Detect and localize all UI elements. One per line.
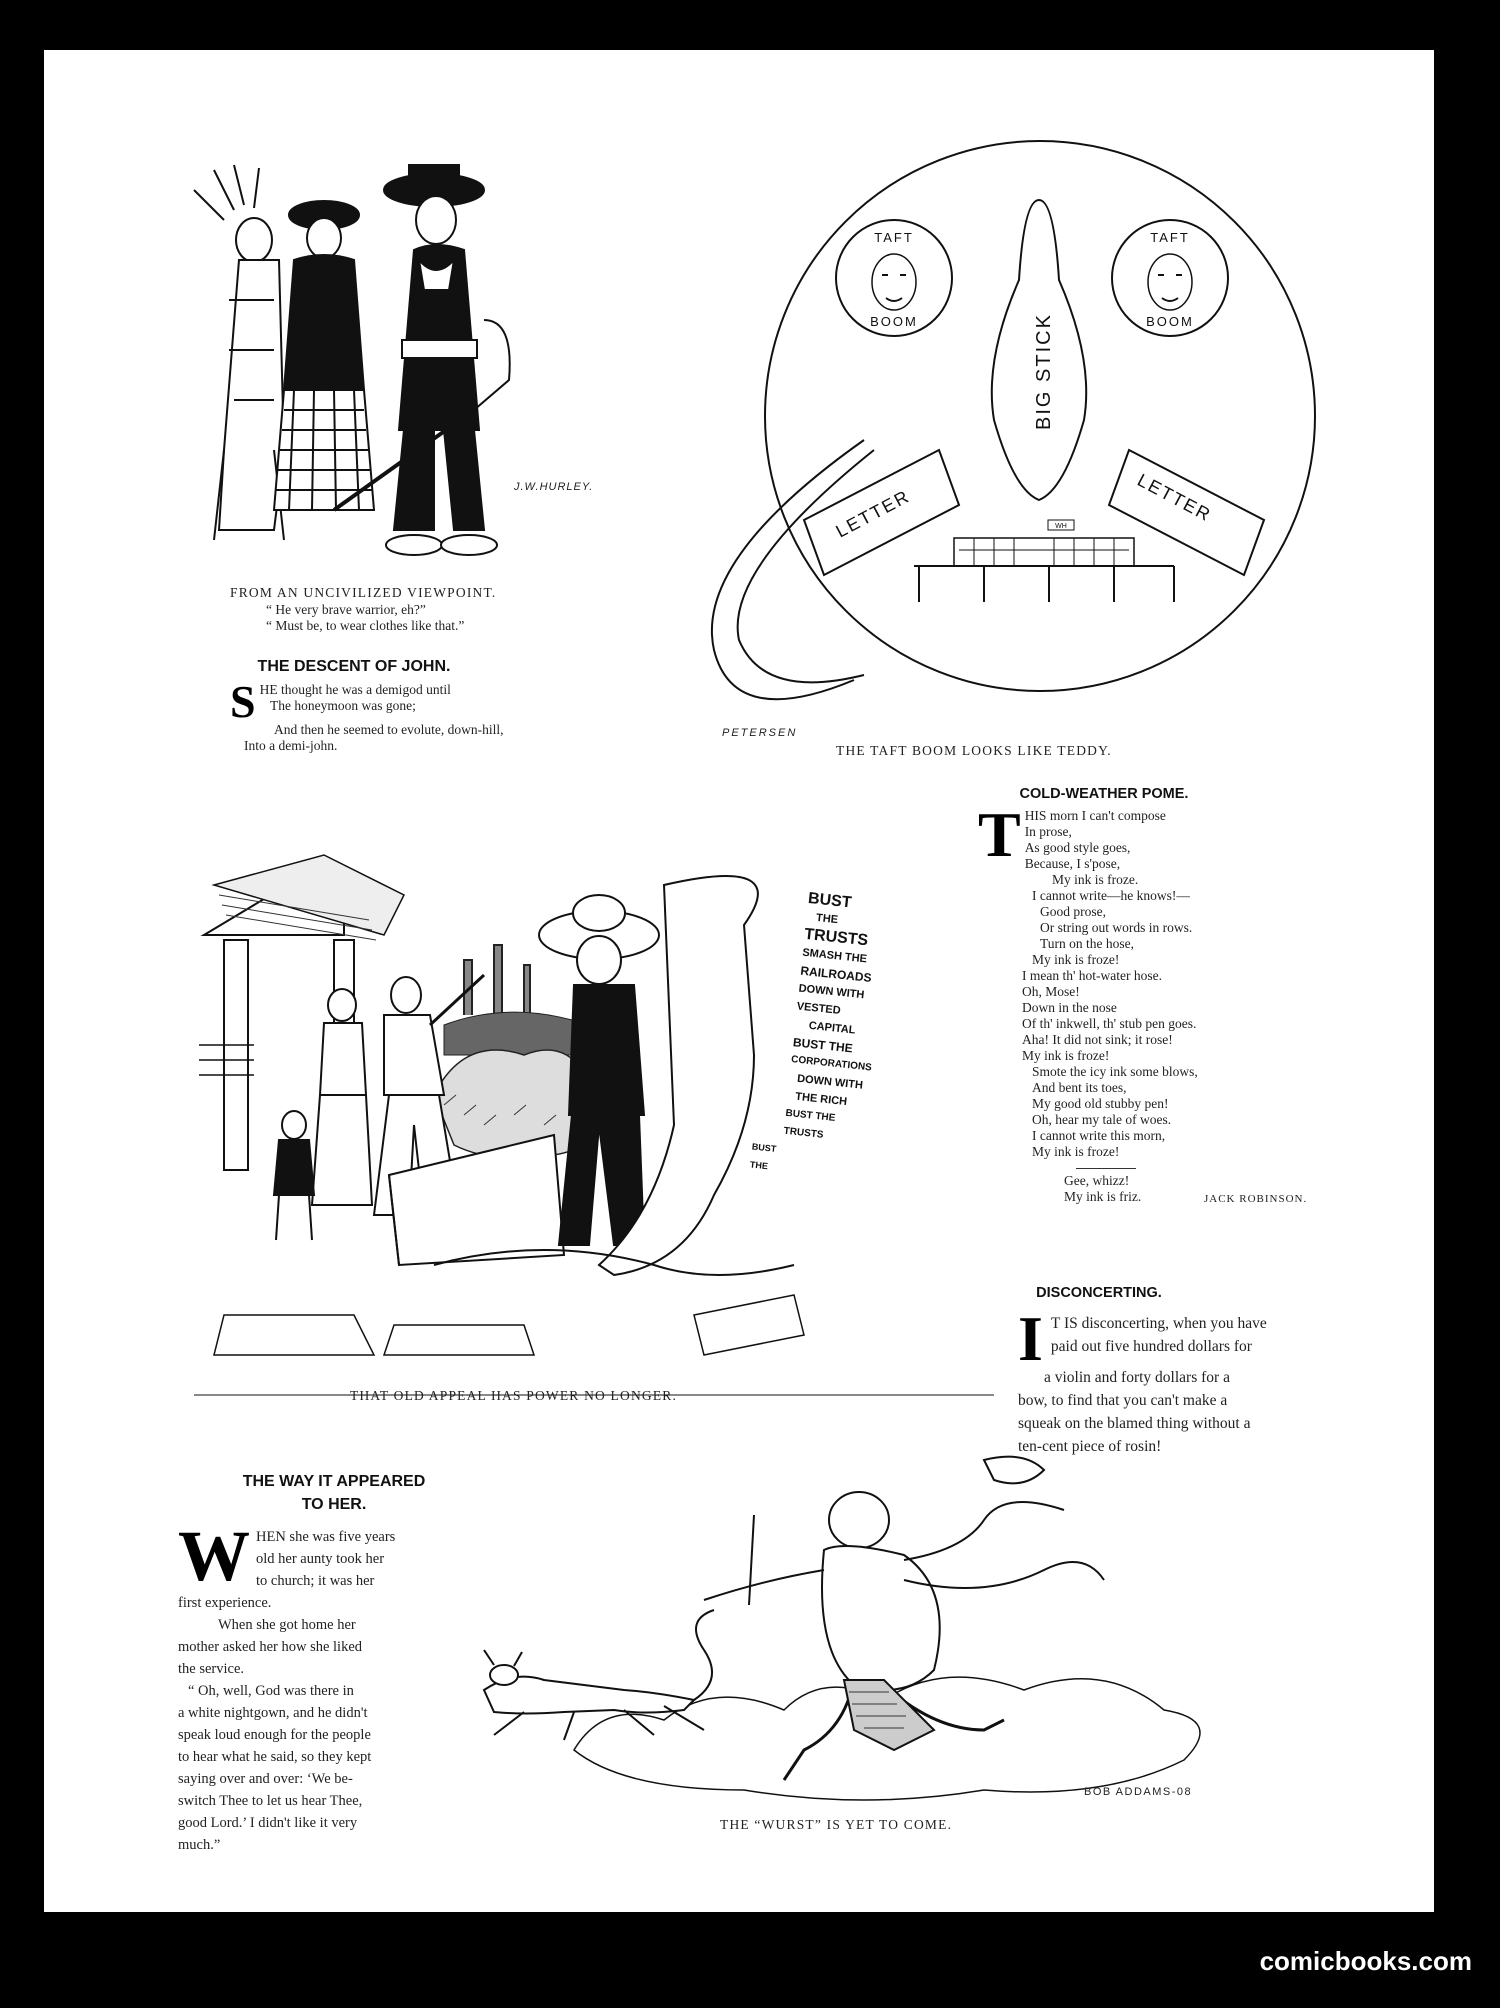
magazine-page bbox=[44, 50, 1434, 1912]
pome-line: Aha! It did not sink; it rose! bbox=[1022, 1032, 1173, 1047]
big-stick-label: BIG STICK bbox=[1033, 313, 1055, 430]
letter-right-label: LETTER bbox=[1134, 469, 1216, 526]
pome-line: HIS morn I can't compose bbox=[1024, 808, 1166, 823]
cartoon-1-caption-line-1: “ He very brave warrior, eh?” bbox=[266, 602, 426, 617]
way-line: to hear what he said, so they kept bbox=[178, 1749, 372, 1765]
cartoon-4-caption: THE “WURST” IS YET TO COME. bbox=[720, 1817, 953, 1832]
pome-line: My good old stubby pen! bbox=[1032, 1096, 1169, 1111]
pome-line: I mean th' hot-water hose. bbox=[1022, 968, 1163, 983]
descent-of-john-line: Into a demi-john. bbox=[244, 738, 338, 753]
scroll-line: BUST bbox=[807, 890, 853, 912]
way-line: saying over and over: ‘We be- bbox=[178, 1771, 353, 1787]
disconcerting-line: T IS disconcerting, when you have bbox=[1050, 1315, 1267, 1332]
way-it-appeared-dropcap: W bbox=[178, 1516, 250, 1596]
cold-weather-pome-body bbox=[978, 799, 1318, 1205]
descent-of-john-heading: THE DESCENT OF JOHN. bbox=[257, 658, 451, 675]
cartoon-2-caption: THE TAFT BOOM LOOKS LIKE TEDDY. bbox=[836, 743, 1112, 758]
way-line: mother asked her how she liked bbox=[178, 1639, 363, 1655]
scroll-line: BUST THE bbox=[784, 1107, 836, 1124]
way-line: first experience. bbox=[178, 1595, 272, 1611]
pome-line: My ink is froze! bbox=[1032, 952, 1120, 967]
disconcerting-line: squeak on the blamed thing without a bbox=[1018, 1415, 1251, 1432]
taft-left-label: TAFT bbox=[874, 230, 914, 245]
uncivilized-viewpoint-illustration bbox=[174, 150, 594, 620]
pome-line: My ink is froze. bbox=[1052, 872, 1139, 887]
pome-line: Oh, Mose! bbox=[1022, 984, 1080, 999]
cold-weather-pome-dropcap: T bbox=[978, 799, 1021, 870]
pome-end-line-2: My ink is friz. bbox=[1064, 1189, 1142, 1204]
pome-line: Oh, hear my tale of woes. bbox=[1032, 1112, 1172, 1127]
scroll-line: CORPORATIONS bbox=[790, 1054, 873, 1074]
boom-left-label: BOOM bbox=[870, 314, 918, 329]
wurst-illustration bbox=[464, 1430, 1364, 1830]
scroll-line: TRUSTS bbox=[803, 925, 869, 950]
cartoon-2-signature: PETERSEN bbox=[722, 727, 798, 739]
pome-line: Smote the icy ink some blows, bbox=[1032, 1064, 1198, 1079]
way-line: the service. bbox=[178, 1661, 245, 1677]
scroll-line: BUST THE bbox=[792, 1035, 854, 1056]
pome-line: Because, I s'pose, bbox=[1024, 856, 1121, 871]
cartoon-1-signature: J.W.HURLEY. bbox=[514, 481, 594, 493]
boom-right-label: BOOM bbox=[1146, 314, 1194, 329]
way-line: old her aunty took her bbox=[256, 1551, 385, 1567]
letter-left-label: LETTER bbox=[832, 485, 914, 542]
way-line: When she got home her bbox=[218, 1617, 356, 1633]
scroll-line: THE bbox=[749, 1159, 769, 1172]
disconcerting-heading: DISCONCERTING. bbox=[1036, 1285, 1162, 1301]
way-line: “ Oh, well, God was there in bbox=[188, 1683, 354, 1699]
scroll-line: DOWN WITH bbox=[798, 982, 865, 1002]
way-line: good Lord.’ I didn't like it very bbox=[178, 1815, 358, 1831]
pome-line: As good style goes, bbox=[1024, 840, 1131, 855]
way-line: to church; it was her bbox=[256, 1573, 375, 1589]
pome-line: Turn on the hose, bbox=[1040, 936, 1135, 951]
pome-line: And bent its toes, bbox=[1032, 1080, 1127, 1095]
pome-line: My ink is froze! bbox=[1022, 1048, 1110, 1063]
descent-of-john-line: HE thought he was a demigod until bbox=[259, 682, 451, 697]
disconcerting-line: ten-cent piece of rosin! bbox=[1018, 1438, 1162, 1455]
site-watermark: comicbooks.com bbox=[1259, 1946, 1472, 1976]
descent-of-john-dropcap: S bbox=[230, 676, 256, 727]
cartoon-1-caption-title: FROM AN UNCIVILIZED VIEWPOINT. bbox=[230, 585, 497, 600]
pome-author: JACK ROBINSON. bbox=[1204, 1193, 1308, 1205]
pome-line: My ink is froze! bbox=[1032, 1144, 1120, 1159]
scroll-line: DOWN WITH bbox=[796, 1072, 864, 1092]
pome-end-line bbox=[978, 1189, 1318, 1205]
way-line: HEN she was five years bbox=[256, 1529, 396, 1545]
cartoon-4-signature: BOB ADDAMS-08 bbox=[1084, 1786, 1193, 1798]
disconcerting-line: paid out five hundred dollars for bbox=[1050, 1338, 1252, 1355]
scroll-line: CAPITAL bbox=[808, 1019, 857, 1037]
pome-line: Down in the nose bbox=[1022, 1000, 1117, 1015]
pome-end-line: Gee, whizz! bbox=[1064, 1173, 1130, 1188]
cartoon-3-caption: THAT OLD APPEAL HAS POWER NO LONGER. bbox=[350, 1388, 678, 1403]
way-it-appeared-body bbox=[178, 1516, 440, 1856]
pome-line: I cannot write—he knows!— bbox=[1032, 888, 1190, 903]
way-line: speak loud enough for the people bbox=[178, 1727, 371, 1743]
way-line: switch Thee to let us hear Thee, bbox=[178, 1793, 363, 1809]
pome-line: Good prose, bbox=[1040, 904, 1106, 919]
scroll-line: RAILROADS bbox=[799, 963, 873, 985]
way-line: a white nightgown, and he didn't bbox=[178, 1705, 368, 1721]
way-it-appeared-heading-2: TO HER. bbox=[301, 1496, 367, 1513]
disconcerting-line: bow, to find that you can't make a bbox=[1018, 1392, 1228, 1409]
scroll-line: THE RICH bbox=[794, 1090, 848, 1109]
pome-line: Of th' inkwell, th' stub pen goes. bbox=[1022, 1016, 1197, 1031]
descent-of-john-line: And then he seemed to evolute, down-hill, bbox=[274, 722, 504, 737]
descent-of-john-line: The honeymoon was gone; bbox=[270, 698, 416, 713]
wh-label: WH bbox=[1055, 523, 1067, 530]
way-line: much.” bbox=[178, 1837, 221, 1853]
scroll-line: TRUSTS bbox=[783, 1125, 825, 1141]
disconcerting-line: a violin and forty dollars for a bbox=[1044, 1369, 1230, 1386]
scroll-line: VESTED bbox=[796, 1000, 842, 1017]
pome-divider bbox=[1076, 1168, 1136, 1169]
pome-line: I cannot write this morn, bbox=[1032, 1128, 1166, 1143]
scroll-line: BUST bbox=[751, 1141, 777, 1154]
pome-line: In prose, bbox=[1024, 824, 1072, 839]
taft-right-label: TAFT bbox=[1150, 230, 1190, 245]
taft-boom-illustration bbox=[654, 160, 1354, 760]
pome-line: Or string out words in rows. bbox=[1040, 920, 1193, 935]
scroll-line: SMASH THE bbox=[801, 946, 868, 966]
way-it-appeared-heading-1: THE WAY IT APPEARED bbox=[242, 1473, 426, 1490]
cold-weather-pome-heading: COLD-WEATHER POME. bbox=[1019, 786, 1189, 802]
disconcerting-dropcap: I bbox=[1018, 1303, 1043, 1374]
cartoon-1-caption-line-2: “ Must be, to wear clothes like that.” bbox=[266, 618, 465, 633]
scroll-line: THE bbox=[815, 911, 839, 927]
descent-of-john-poem bbox=[230, 676, 530, 754]
